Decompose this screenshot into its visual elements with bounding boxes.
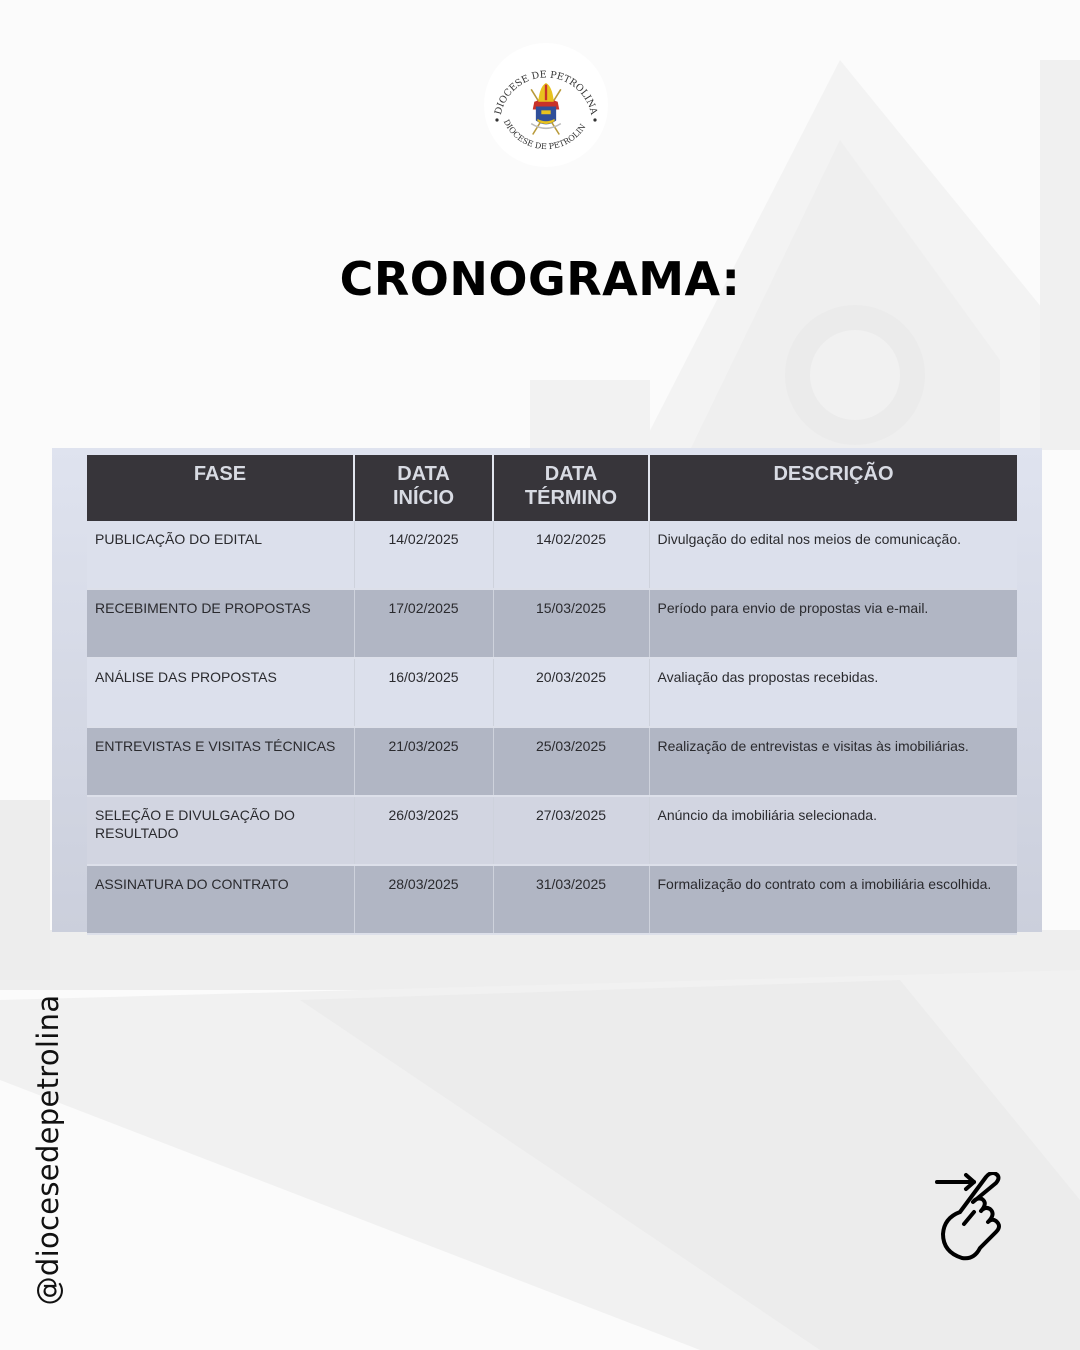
cell-fase: SELEÇÃO E DIVULGAÇÃO DO RESULTADO	[87, 796, 354, 865]
diocese-logo-seal	[483, 42, 609, 168]
header-descricao	[649, 455, 1017, 521]
cell-data-inicio: 17/02/2025	[354, 589, 493, 658]
cell-data-inicio: 16/03/2025	[354, 658, 493, 727]
table-row	[87, 658, 1017, 727]
header-fase	[87, 455, 354, 521]
cell-descricao: Avaliação das propostas recebidas.	[649, 658, 1017, 727]
table-row	[87, 727, 1017, 796]
social-handle	[28, 985, 68, 1315]
cell-fase: PUBLICAÇÃO DO EDITAL	[87, 521, 354, 589]
cell-fase: ENTREVISTAS E VISITAS TÉCNICAS	[87, 727, 354, 796]
cell-descricao: Período para envio de propostas via e-mail.	[649, 589, 1017, 658]
cell-descricao: Divulgação do edital nos meios de comunicação.	[649, 521, 1017, 589]
cell-fase: RECEBIMENTO DE PROPOSTAS	[87, 589, 354, 658]
cell-data-termino: 25/03/2025	[493, 727, 649, 796]
table-header-row	[87, 455, 1017, 521]
table-row	[87, 865, 1017, 934]
header-fase-label: FASE	[193, 463, 247, 485]
social-handle-text: @diocesedepetrolina	[31, 994, 65, 1306]
cell-data-inicio: 14/02/2025	[354, 521, 493, 589]
logo-text-top: DIOCESE DE PETROLINA	[492, 69, 600, 116]
table-row	[87, 521, 1017, 589]
cell-data-inicio: 26/03/2025	[354, 796, 493, 865]
logo-text-bottom: DIOCESE DE PETROLIN	[501, 117, 588, 152]
header-data-inicio-line1: DATA	[397, 463, 450, 485]
cell-data-termino: 27/03/2025	[493, 796, 649, 865]
cell-data-termino: 31/03/2025	[493, 865, 649, 934]
header-data-termino	[493, 455, 649, 521]
page-title: CRONOGRAMA:	[339, 252, 741, 306]
schedule-table	[87, 455, 1017, 935]
cell-data-inicio: 28/03/2025	[354, 865, 493, 934]
cell-descricao: Anúncio da imobiliária selecionada.	[649, 796, 1017, 865]
cell-data-termino: 15/03/2025	[493, 589, 649, 658]
header-data-termino-line1: DATA	[544, 463, 598, 485]
cell-fase: ANÁLISE DAS PROPOSTAS	[87, 658, 354, 727]
header-data-inicio-line2: INÍCIO	[392, 487, 455, 509]
schedule-table-card	[52, 448, 1042, 932]
cell-data-inicio: 21/03/2025	[354, 727, 493, 796]
swipe-right-hand-icon[interactable]	[934, 1172, 1008, 1262]
cell-fase: ASSINATURA DO CONTRATO	[87, 865, 354, 934]
table-row	[87, 796, 1017, 865]
cell-descricao: Formalização do contrato com a imobiliária escolhida.	[649, 865, 1017, 934]
header-data-termino-line2: TÉRMINO	[524, 487, 618, 509]
header-data-inicio	[354, 455, 493, 521]
cell-descricao: Realização de entrevistas e visitas às imobiliárias.	[649, 727, 1017, 796]
table-row	[87, 589, 1017, 658]
header-descricao-label: DESCRIÇÃO	[773, 463, 894, 485]
cell-data-termino: 20/03/2025	[493, 658, 649, 727]
cell-data-termino: 14/02/2025	[493, 521, 649, 589]
